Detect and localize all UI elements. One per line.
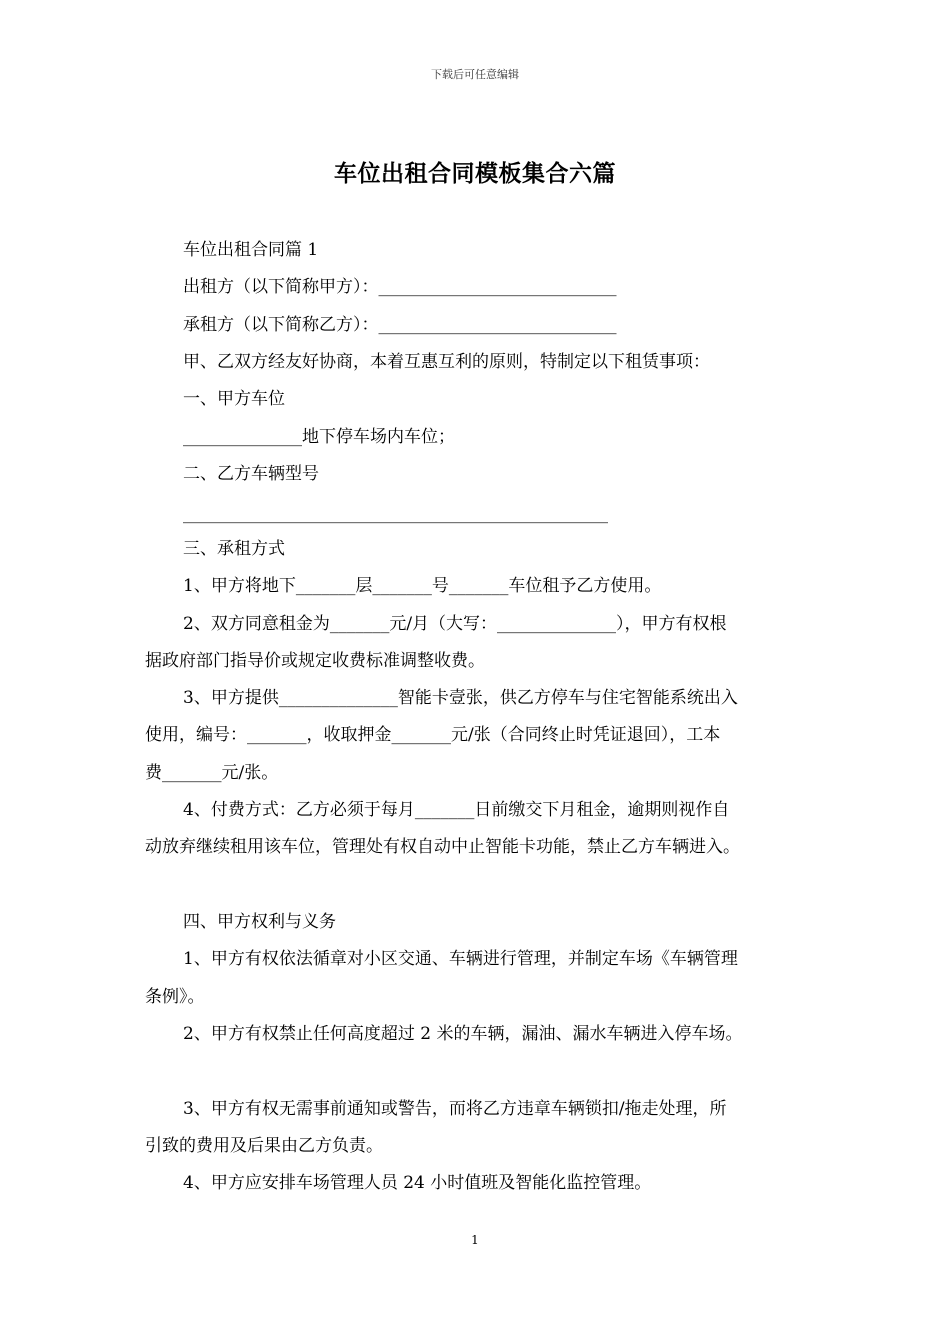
clause-3-3-line-1: 3、甲方提供______________智能卡壹张，供乙方停车与住宅智能系统出入 [183, 688, 738, 708]
clause-3-2-line-1: 2、双方同意租金为_______元/月（大写：______________），甲方有权根 [183, 614, 727, 634]
section-heading-contract-1: 车位出租合同篇 1 [183, 240, 319, 260]
parking-space-line: ______________地下停车场内车位； [183, 427, 455, 447]
clause-4-1-line-2: 条例》。 [145, 987, 205, 1007]
lessee-line: 承租方（以下简称乙方）：____________________________ [183, 315, 617, 335]
clause-4-4: 4、甲方应安排车场管理人员 24 小时值班及智能化监控管理。 [183, 1173, 652, 1193]
clause-3-1: 1、甲方将地下_______层_______号_______车位租予乙方使用。 [183, 576, 662, 596]
clause-3-3-line-3: 费_______元/张。 [145, 763, 279, 783]
clause-4-3-line-2: 引致的费用及后果由乙方负责。 [145, 1136, 383, 1156]
lessor-line: 出租方（以下简称甲方）：____________________________ [183, 277, 617, 297]
section-heading-lessor-rights: 四、甲方权利与义务 [183, 912, 336, 932]
section-heading-parking-space: 一、甲方车位 [183, 389, 285, 409]
clause-3-4-line-1: 4、付费方式：乙方必须于每月_______日前缴交下月租金，逾期则视作自 [183, 800, 730, 820]
page-number: 1 [471, 1233, 479, 1247]
clause-4-3-line-1: 3、甲方有权无需事前通知或警告，而将乙方违章车辆锁扣/拖走处理，所 [183, 1099, 727, 1119]
clause-4-2: 2、甲方有权禁止任何高度超过 2 米的车辆，漏油、漏水车辆进入停车场。 [183, 1024, 743, 1044]
clause-3-2-line-2: 据政府部门指导价或规定收费标准调整收费。 [145, 651, 485, 671]
preamble-line: 甲、乙双方经友好协商，本着互惠互利的原则，特制定以下租赁事项： [183, 352, 710, 372]
clause-4-1-line-1: 1、甲方有权依法循章对小区交通、车辆进行管理，并制定车场《车辆管理 [183, 949, 738, 969]
clause-3-4-line-2: 动放弃继续租用该车位，管理处有权自动中止智能卡功能，禁止乙方车辆进入。 [145, 837, 740, 857]
section-heading-vehicle-model: 二、乙方车辆型号 [183, 464, 319, 484]
section-heading-rental-method: 三、承租方式 [183, 539, 285, 559]
document-title: 车位出租合同模板集合六篇 [334, 160, 616, 187]
page-header: 下载后可任意编辑 [431, 68, 519, 81]
vehicle-model-blank: __________________________________________________ [183, 504, 608, 524]
clause-3-3-line-2: 使用，编号：_______，收取押金_______元/张（合同终止时凭证退回），工本 [145, 725, 721, 745]
